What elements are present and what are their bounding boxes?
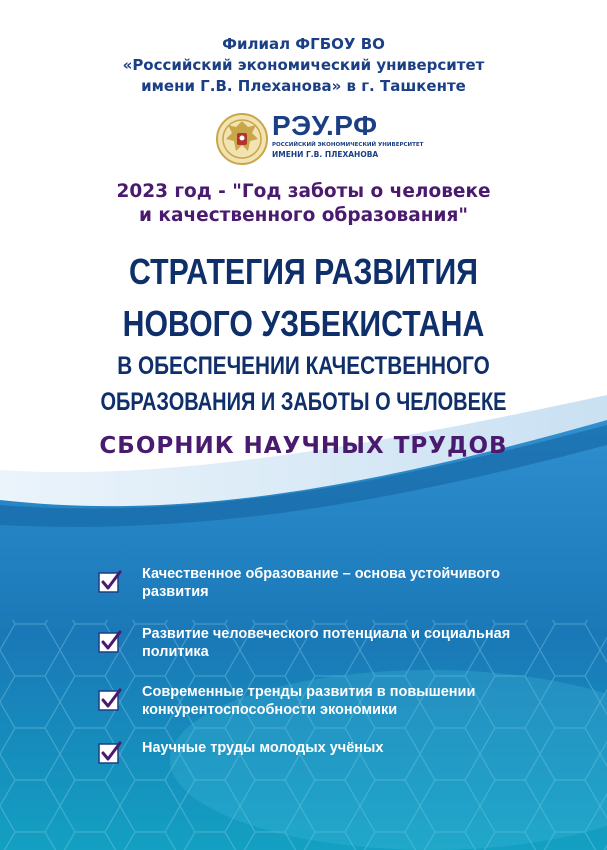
checkbox-icon: [98, 688, 122, 712]
title-line-2: НОВОГО УЗБЕКИСТАНА: [122, 303, 485, 344]
topic-1-line-2: развития: [142, 584, 209, 600]
checkbox-icon: [98, 570, 122, 594]
topic-3-line-2: конкурентоспособности экономики: [142, 702, 398, 718]
institution-line-3: имени Г.В. Плеханова» в г. Ташкенте: [141, 77, 466, 95]
topic-item-2: [142, 625, 542, 661]
title-line-4: ОБРАЗОВАНИЯ И ЗАБОТЫ О ЧЕЛОВЕКЕ: [100, 388, 507, 416]
coat-of-arms-icon: [216, 111, 268, 167]
logo-brand-text: РЭУ.РФ: [272, 110, 378, 141]
university-logo: [216, 110, 424, 167]
collection-subtitle: СБОРНИК НАУЧНЫХ ТРУДОВ: [99, 433, 508, 459]
topic-2-line-2: политика: [142, 644, 209, 660]
year-slogan-line-2: и качественного образования": [139, 205, 468, 226]
logo-subtitle-1: РОССИЙСКИЙ ЭКОНОМИЧЕСКИЙ УНИВЕРСИТЕТ: [272, 142, 424, 148]
topic-1-line-1: Качественное образование – основа устойчивого: [142, 566, 500, 582]
topic-item-1: [142, 565, 542, 601]
checkbox-icon: [98, 741, 122, 765]
title-line-1: СТРАТЕГИЯ РАЗВИТИЯ: [129, 251, 478, 292]
institution-line-2: «Российский экономический университет: [122, 56, 485, 74]
checkbox-icon: [98, 630, 122, 654]
topic-3-line-1: Современные тренды развития в повышении: [142, 684, 476, 700]
institution-name: [0, 34, 607, 97]
logo-subtitle-2: ИМЕНИ Г.В. ПЛЕХАНОВА: [272, 150, 379, 159]
institution-line-1: Филиал ФГБОУ ВО: [222, 35, 385, 53]
topic-4-line-1: Научные труды молодых учёных: [142, 740, 384, 756]
title-line-3: В ОБЕСПЕЧЕНИИ КАЧЕСТВЕННОГО: [117, 352, 490, 380]
year-slogan: [0, 180, 607, 228]
topic-2-line-1: Развитие человеческого потенциала и социальная: [142, 626, 511, 642]
topic-item-4: [142, 739, 542, 757]
year-slogan-line-1: 2023 год - "Год заботы о человеке: [116, 181, 491, 202]
topic-item-3: [142, 683, 542, 719]
